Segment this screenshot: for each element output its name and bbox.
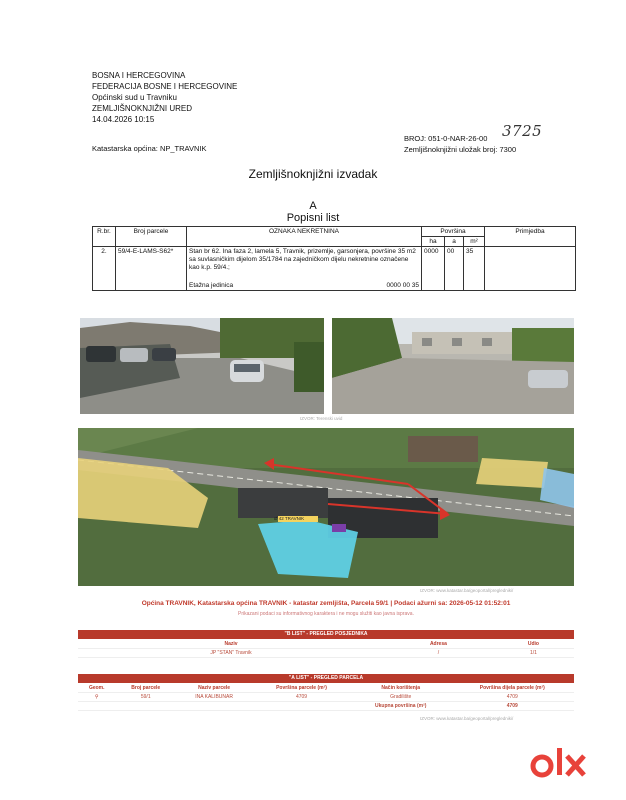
cadastre-title: Općina TRAVNIK, Katastarska općina TRAVNIK - katastar zemljišta, Parcela 59/1 | Podaci ažurni sa: 2026-05-12 01:52:01 <box>141 600 511 607</box>
col-a: a <box>445 237 464 247</box>
section-title: Popisni list <box>286 212 340 224</box>
cell-ha: 0000 <box>422 247 445 291</box>
a-list-header: "A LIST" - PREGLED PARCELA <box>78 674 574 683</box>
a-cell-parcel: 59/1 <box>115 693 176 702</box>
handwritten-number: 3725 <box>502 122 543 140</box>
photo-source: IZVOR: Terenski uvid <box>300 416 343 421</box>
olx-logo-icon <box>530 742 590 786</box>
a-cell-usage: Gradilište <box>351 693 451 702</box>
lot-scene-image <box>332 318 574 414</box>
b-col-address: Adresa <box>384 640 493 649</box>
map-source: IZVOR: www.katastar.ba/geoportal/pregledniki/ <box>420 588 514 593</box>
header-line: FEDERACIJA BOSNE I HERCEGOVINE <box>92 82 238 91</box>
reference-block <box>404 133 516 155</box>
cell-m2: 35 <box>464 247 485 291</box>
olx-logo <box>530 742 590 791</box>
a-cell-part-area: 4709 <box>451 693 574 702</box>
col-parcela: Broj parcele <box>116 227 187 247</box>
property-table <box>92 226 576 291</box>
a-col-area: Površina parcele (m²) <box>252 684 351 693</box>
table-row <box>78 702 574 711</box>
cadastral-municipality: Katastarska općina: NP_TRAVNIK <box>92 144 207 153</box>
cadastre-disclaimer: Prikazani podaci su informativnog karaktera i ne mogu služiti kao javna isprava. <box>238 611 414 617</box>
col-oznaka: OZNAKA NEKRETNINA <box>187 227 422 247</box>
cell-a: 00 <box>445 247 464 291</box>
parking-scene-image <box>80 318 324 414</box>
b-cell-share: 1/1 <box>493 649 574 658</box>
document-title: Zemljišnoknjižni izvadak <box>248 167 378 181</box>
b-cell-address: / <box>384 649 493 658</box>
col-primjedba: Primjedba <box>485 227 576 247</box>
header-line: BOSNA I HERCEGOVINA <box>92 71 186 80</box>
cell-rbr: 2. <box>93 247 116 291</box>
unit-value: 0000 00 35 <box>386 282 419 289</box>
court-header <box>92 70 237 125</box>
a-col-usage: Način korištenja <box>351 684 451 693</box>
col-ha: ha <box>422 237 445 247</box>
table-row <box>78 684 574 693</box>
header-line: Općinski sud u Travniku <box>92 93 177 102</box>
a-col-parcel: Broj parcele <box>115 684 176 693</box>
col-rbr: R.br. <box>93 227 116 247</box>
geometry-zoom-icon[interactable]: ⚲ <box>78 693 115 702</box>
table-row <box>78 649 574 658</box>
b-col-share: Udio <box>493 640 574 649</box>
table-row <box>78 640 574 649</box>
a-col-part-area: Površina dijela parcele (m²) <box>451 684 574 693</box>
cell-parcela: 59/4-E-LAMS-S62* <box>116 247 187 291</box>
street-photo-left <box>80 318 324 414</box>
total-value: 4709 <box>451 702 574 711</box>
folio-number: Zemljišnoknjižni uložak broj: 7300 <box>404 145 517 154</box>
a-list-table <box>78 684 574 711</box>
b-list-header: "B LIST" - PREGLED POSJEDNIKA <box>78 630 574 639</box>
street-photo-right <box>332 318 574 414</box>
a-cell-area: 4709 <box>252 693 351 702</box>
table-row <box>78 693 574 702</box>
a-cell-name: INA KALIBUNAR <box>176 693 252 702</box>
unit-row <box>189 282 419 289</box>
satellite-map-image <box>78 428 574 586</box>
cadastre-source: IZVOR: www.katastar.ba/geoportal/pregledniki/ <box>420 716 514 721</box>
cadastre-map[interactable] <box>78 428 574 586</box>
cell-oznaka <box>187 247 422 291</box>
header-date: 14.04.2026 10:15 <box>92 115 155 124</box>
table-row <box>93 247 576 291</box>
header-line: ZEMLJIŠNOKNJIŽNI URED <box>92 104 193 113</box>
col-povrsina: Površina <box>422 227 485 237</box>
property-description: Stan br 62. Ina faza 2, lamela 5, Travnik, prizemlje, garsonjera, površine 35 m2 sa suvlasničkim dijelom 35/1784 na zajedničkom dijelu nekretnine označene kao k.p. 59/4.; <box>189 248 416 271</box>
b-list-table <box>78 640 574 658</box>
b-cell-name: JP "STAN" Travnik <box>78 649 384 658</box>
unit-label: Etažna jedinica <box>189 282 234 289</box>
reference-number: BROJ: 051-0-NAR-26-00 <box>404 134 488 143</box>
a-col-name: Naziv parcele <box>176 684 252 693</box>
cell-primjedba <box>485 247 576 291</box>
section-letter: A <box>309 200 317 212</box>
col-m2: m² <box>464 237 485 247</box>
b-col-name: Naziv <box>78 640 384 649</box>
map-parcel-label: Ø 42 TRAVNIK <box>274 516 305 521</box>
a-col-geom: Geom. <box>78 684 115 693</box>
total-label: Ukupna površina (m²) <box>351 702 451 711</box>
